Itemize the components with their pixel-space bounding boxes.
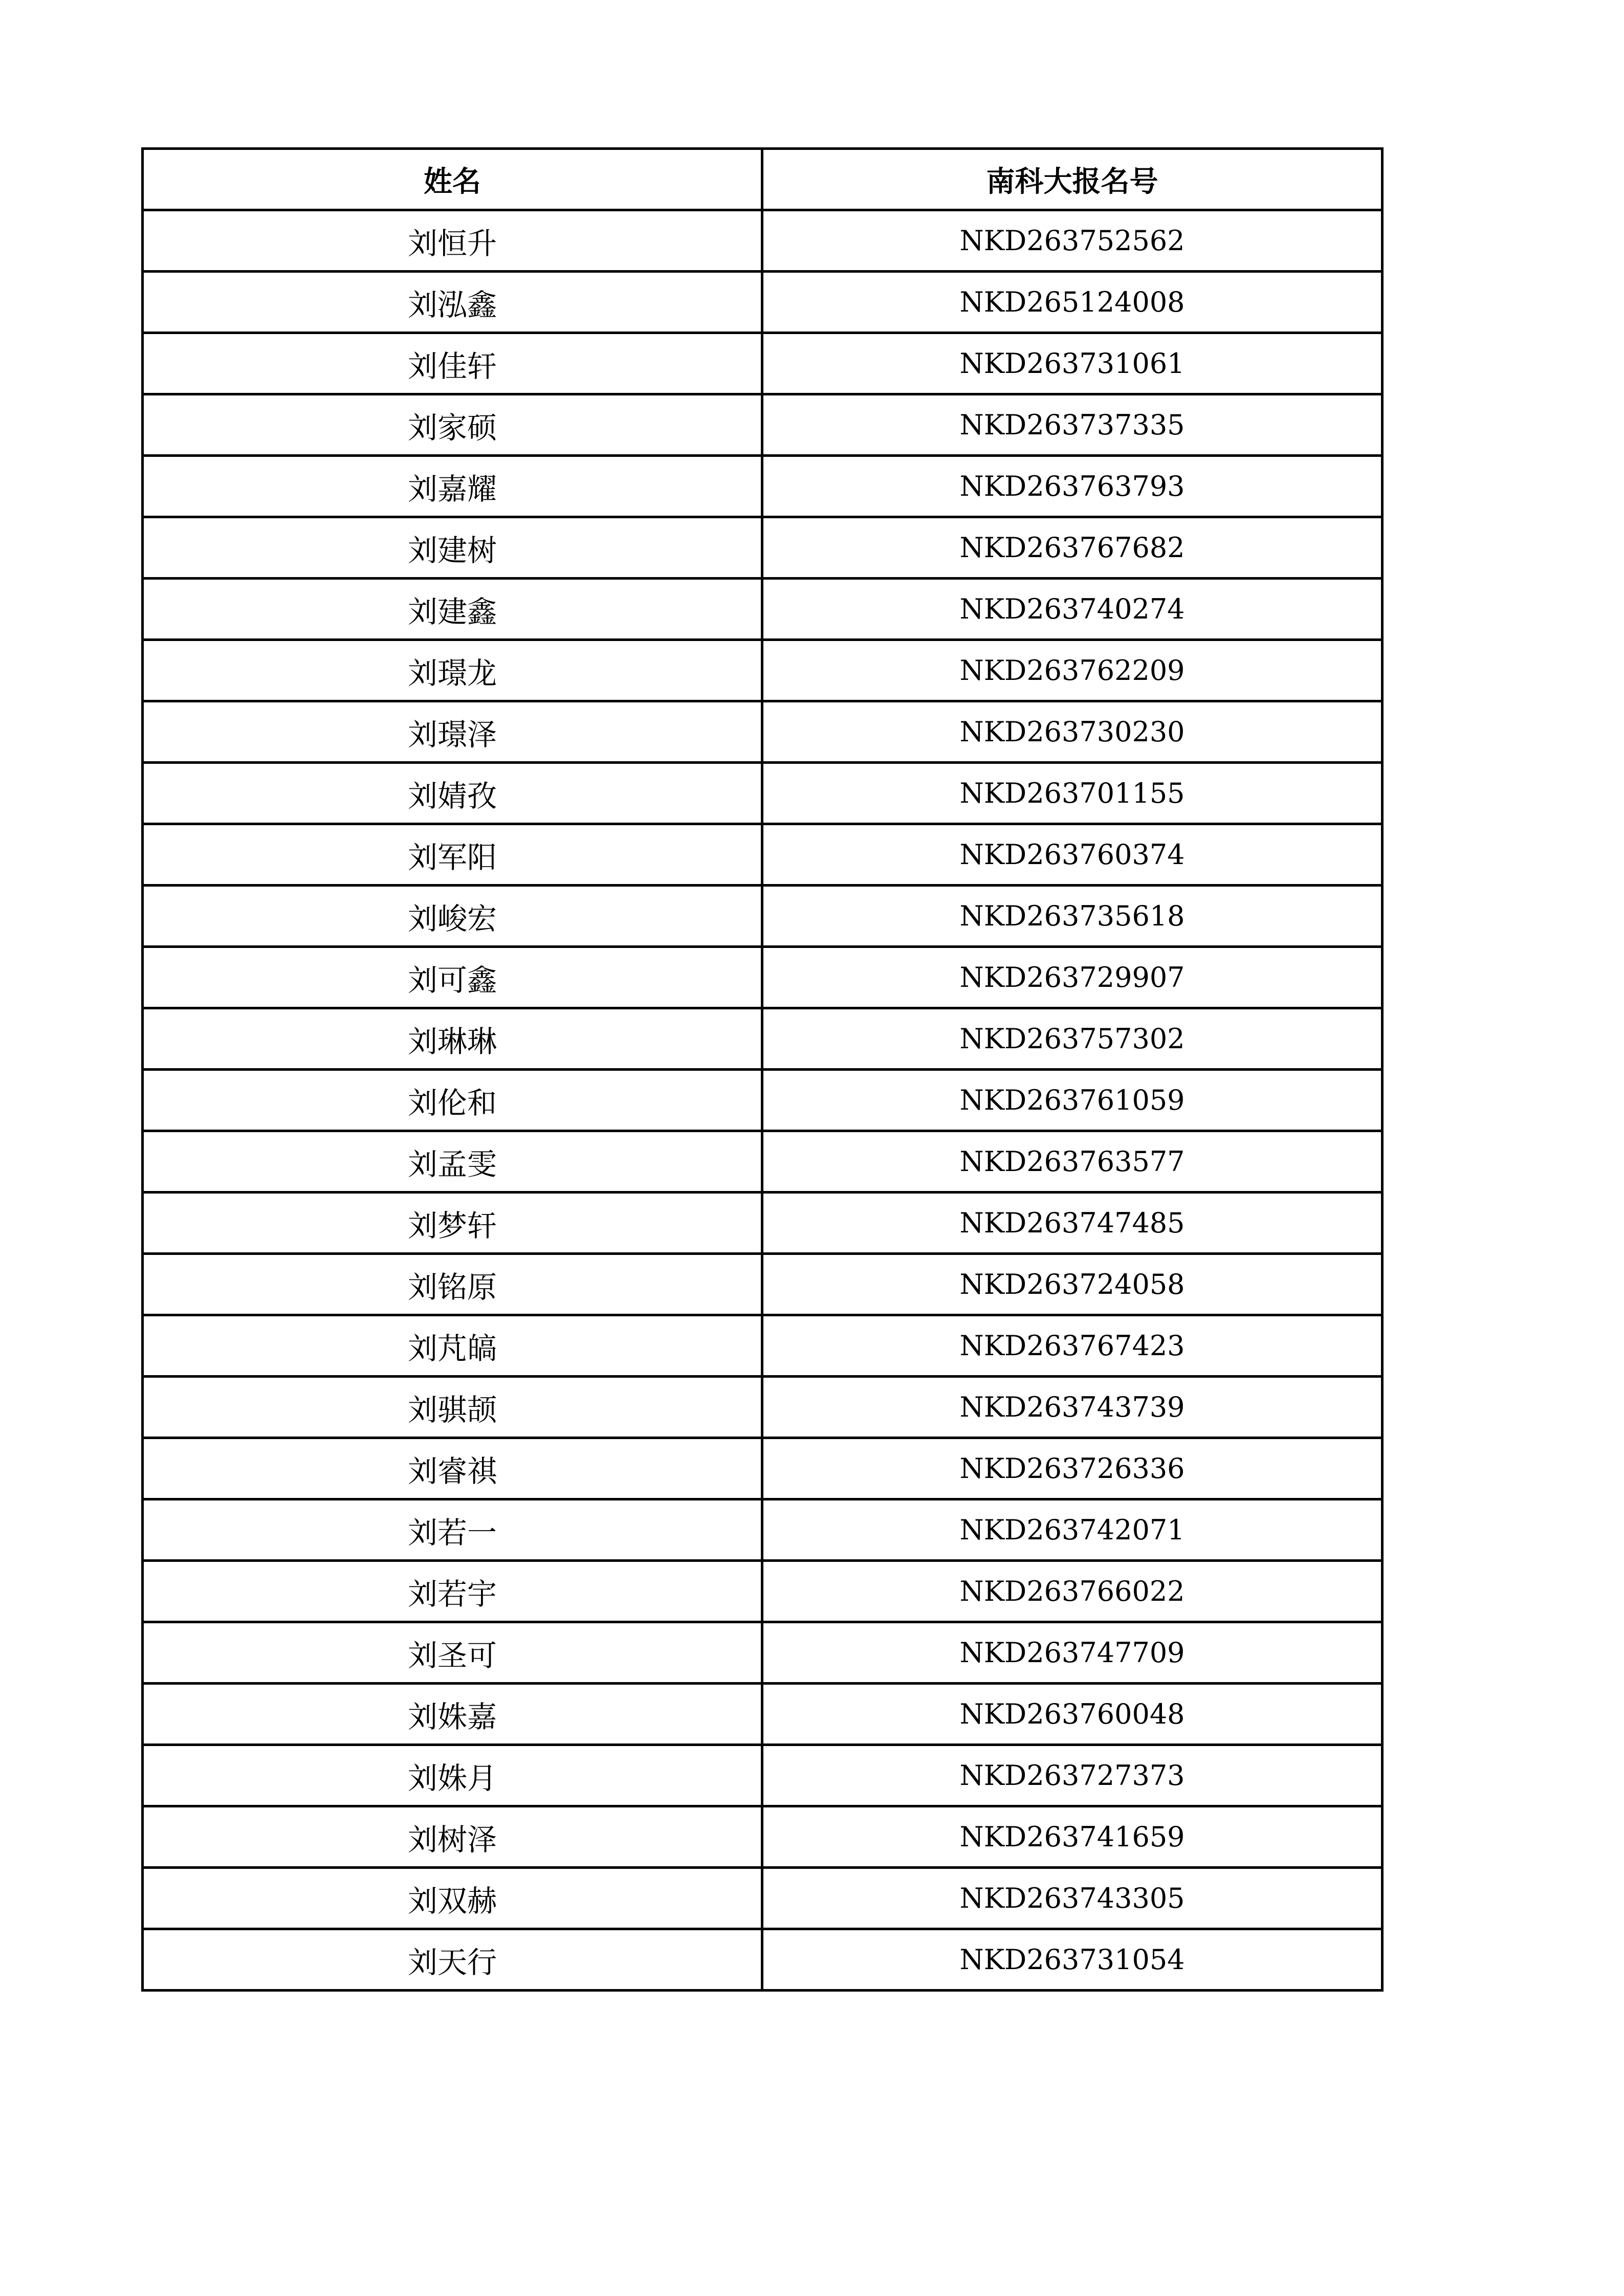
registration-id-cell: NKD263724058 bbox=[762, 1254, 1382, 1315]
registration-id-cell: NKD263740274 bbox=[762, 579, 1382, 640]
table-row bbox=[143, 1377, 1382, 1438]
registration-id-cell: NKD263743739 bbox=[762, 1377, 1382, 1438]
table-row bbox=[143, 210, 1382, 272]
registration-id-cell: NKD263760374 bbox=[762, 824, 1382, 886]
registration-id-cell: NKD263763793 bbox=[762, 456, 1382, 517]
registration-id-cell: NKD263735618 bbox=[762, 886, 1382, 947]
name-cell: 刘芃皜 bbox=[143, 1315, 762, 1377]
table-row bbox=[143, 394, 1382, 456]
registration-id-cell: NKD263752562 bbox=[762, 210, 1382, 272]
table-row bbox=[143, 333, 1382, 394]
registration-id-cell: NKD263741659 bbox=[762, 1806, 1382, 1868]
table-row bbox=[143, 1622, 1382, 1684]
registration-id-cell: NKD263760048 bbox=[762, 1684, 1382, 1745]
name-cell: 刘树泽 bbox=[143, 1806, 762, 1868]
name-cell: 刘天行 bbox=[143, 1929, 762, 1991]
table-row bbox=[143, 517, 1382, 579]
name-cell: 刘双赫 bbox=[143, 1868, 762, 1929]
table-row bbox=[143, 1561, 1382, 1622]
table-row bbox=[143, 1499, 1382, 1561]
name-cell: 刘婧孜 bbox=[143, 763, 762, 824]
registration-id-cell: NKD263747485 bbox=[762, 1193, 1382, 1254]
table-row bbox=[143, 1929, 1382, 1991]
registration-id-cell: NKD263747709 bbox=[762, 1622, 1382, 1684]
table-row bbox=[143, 1193, 1382, 1254]
name-cell: 刘梦轩 bbox=[143, 1193, 762, 1254]
registration-id-cell: NKD263731061 bbox=[762, 333, 1382, 394]
registration-id-cell: NKD263762209 bbox=[762, 640, 1382, 701]
table-row bbox=[143, 1868, 1382, 1929]
table-row bbox=[143, 763, 1382, 824]
name-cell: 刘家硕 bbox=[143, 394, 762, 456]
registration-id-cell: NKD263763577 bbox=[762, 1131, 1382, 1193]
table-body bbox=[143, 210, 1382, 1991]
table-row bbox=[143, 886, 1382, 947]
name-cell: 刘恒升 bbox=[143, 210, 762, 272]
table-row bbox=[143, 1070, 1382, 1131]
table-row bbox=[143, 1254, 1382, 1315]
table-row bbox=[143, 1131, 1382, 1193]
table-row bbox=[143, 272, 1382, 333]
table-row bbox=[143, 947, 1382, 1008]
registration-id-cell: NKD263767682 bbox=[762, 517, 1382, 579]
name-cell: 刘若宇 bbox=[143, 1561, 762, 1622]
table-row bbox=[143, 640, 1382, 701]
name-cell: 刘伦和 bbox=[143, 1070, 762, 1131]
header-registration-id: 南科大报名号 bbox=[762, 149, 1382, 210]
registration-id-cell: NKD263731054 bbox=[762, 1929, 1382, 1991]
registration-id-cell: NKD263729907 bbox=[762, 947, 1382, 1008]
table-row bbox=[143, 701, 1382, 763]
name-cell: 刘睿祺 bbox=[143, 1438, 762, 1499]
registration-id-cell: NKD265124008 bbox=[762, 272, 1382, 333]
name-cell: 刘琳琳 bbox=[143, 1008, 762, 1070]
name-cell: 刘骐颉 bbox=[143, 1377, 762, 1438]
table-row bbox=[143, 1806, 1382, 1868]
table-row bbox=[143, 1684, 1382, 1745]
registration-id-cell: NKD263742071 bbox=[762, 1499, 1382, 1561]
table-row bbox=[143, 579, 1382, 640]
registration-id-cell: NKD263761059 bbox=[762, 1070, 1382, 1131]
table-row bbox=[143, 1745, 1382, 1806]
name-cell: 刘军阳 bbox=[143, 824, 762, 886]
name-cell: 刘铭原 bbox=[143, 1254, 762, 1315]
name-cell: 刘嘉耀 bbox=[143, 456, 762, 517]
name-cell: 刘泓鑫 bbox=[143, 272, 762, 333]
name-cell: 刘圣可 bbox=[143, 1622, 762, 1684]
name-cell: 刘璟龙 bbox=[143, 640, 762, 701]
table-row bbox=[143, 824, 1382, 886]
table-row bbox=[143, 456, 1382, 517]
name-cell: 刘佳轩 bbox=[143, 333, 762, 394]
registration-id-cell: NKD263766022 bbox=[762, 1561, 1382, 1622]
name-cell: 刘建鑫 bbox=[143, 579, 762, 640]
name-cell: 刘若一 bbox=[143, 1499, 762, 1561]
registration-id-cell: NKD263767423 bbox=[762, 1315, 1382, 1377]
header-row bbox=[143, 149, 1382, 210]
name-cell: 刘姝嘉 bbox=[143, 1684, 762, 1745]
name-cell: 刘姝月 bbox=[143, 1745, 762, 1806]
name-cell: 刘璟泽 bbox=[143, 701, 762, 763]
registration-id-cell: NKD263737335 bbox=[762, 394, 1382, 456]
name-cell: 刘孟雯 bbox=[143, 1131, 762, 1193]
table-row bbox=[143, 1438, 1382, 1499]
table-row bbox=[143, 1008, 1382, 1070]
registration-id-cell: NKD263757302 bbox=[762, 1008, 1382, 1070]
header-name: 姓名 bbox=[143, 149, 762, 210]
name-cell: 刘建树 bbox=[143, 517, 762, 579]
registration-id-cell: NKD263701155 bbox=[762, 763, 1382, 824]
registration-table bbox=[141, 147, 1384, 1992]
name-cell: 刘峻宏 bbox=[143, 886, 762, 947]
registration-id-cell: NKD263743305 bbox=[762, 1868, 1382, 1929]
registration-id-cell: NKD263726336 bbox=[762, 1438, 1382, 1499]
registration-id-cell: NKD263730230 bbox=[762, 701, 1382, 763]
name-cell: 刘可鑫 bbox=[143, 947, 762, 1008]
table-row bbox=[143, 1315, 1382, 1377]
registration-id-cell: NKD263727373 bbox=[762, 1745, 1382, 1806]
